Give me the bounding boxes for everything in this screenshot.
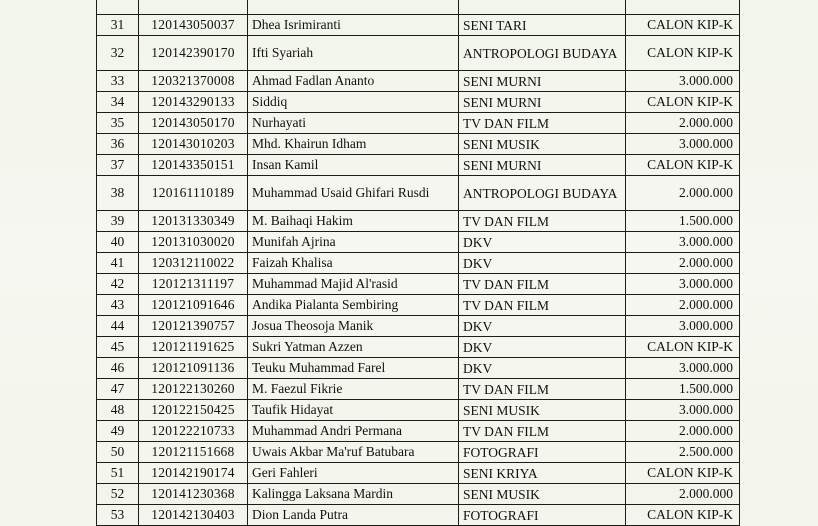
table-row [97, 295, 740, 316]
row-name: Muhammad Andri Permana [248, 421, 459, 442]
row-number: 37 [97, 155, 139, 176]
row-amount: CALON KIP-K [626, 505, 740, 526]
row-number: 43 [97, 295, 139, 316]
row-amount: 3.000.000 [626, 358, 740, 379]
row-program: SENI MUSIK [459, 134, 626, 155]
row-program: FOTOGRAFI [459, 442, 626, 463]
row-name: Uwais Akbar Ma'ruf Batubara [248, 442, 459, 463]
row-name: M. Baihaqi Hakim [248, 211, 459, 232]
row-name: Mhd. Khairun Idham [248, 134, 459, 155]
row-number: 51 [97, 463, 139, 484]
row-number: 32 [97, 36, 139, 71]
table-row [97, 400, 740, 421]
row-name: Teuku Muhammad Farel [248, 358, 459, 379]
row-amount: 2.000.000 [626, 421, 740, 442]
row-number: 46 [97, 358, 139, 379]
row-program: SENI MUSIK [459, 484, 626, 505]
table-row [97, 274, 740, 295]
row-amount: 3.000.000 [626, 400, 740, 421]
row-program: DKV [459, 358, 626, 379]
row-number: 49 [97, 421, 139, 442]
row-nim: 120143050170 [139, 113, 248, 134]
row-nim: 120142190174 [139, 463, 248, 484]
row-number: 52 [97, 484, 139, 505]
table-row [97, 211, 740, 232]
row-program: DKV [459, 337, 626, 358]
row-name: Ahmad Fadlan Ananto [248, 71, 459, 92]
row-name: M. Faezul Fikrie [248, 379, 459, 400]
row-nim: 120121390757 [139, 316, 248, 337]
row-name: Muhammad Usaid Ghifari Rusdi [248, 176, 459, 211]
table-row [97, 463, 740, 484]
row-amount: 1.500.000 [626, 379, 740, 400]
row-nim: 120121091136 [139, 358, 248, 379]
row-program: TV DAN FILM [459, 295, 626, 316]
row-program: TV DAN FILM [459, 211, 626, 232]
table-row [97, 113, 740, 134]
row-number: 44 [97, 316, 139, 337]
row-number: 36 [97, 134, 139, 155]
row-name [248, 0, 459, 15]
row-name: Taufik Hidayat [248, 400, 459, 421]
row-program: TV DAN FILM [459, 421, 626, 442]
row-amount: 2.000.000 [626, 113, 740, 134]
row-name: Insan Kamil [248, 155, 459, 176]
row-nim: 120131330349 [139, 211, 248, 232]
row-name: Munifah Ajrina [248, 232, 459, 253]
row-nim: 120121091646 [139, 295, 248, 316]
row-program: SENI MURNI [459, 155, 626, 176]
row-program: TV DAN FILM [459, 113, 626, 134]
row-name: Kalingga Laksana Mardin [248, 484, 459, 505]
table-row [97, 0, 740, 15]
row-nim: 120131030020 [139, 232, 248, 253]
row-name: Faizah Khalisa [248, 253, 459, 274]
table-row [97, 337, 740, 358]
scholarship-table [96, 0, 740, 526]
row-nim: 120312110022 [139, 253, 248, 274]
row-nim: 120121191625 [139, 337, 248, 358]
row-nim [139, 0, 248, 15]
row-amount: 2.000.000 [626, 295, 740, 316]
row-name: Ifti Syariah [248, 36, 459, 71]
row-program [459, 0, 626, 15]
row-amount: 2.000.000 [626, 253, 740, 274]
row-amount: CALON KIP-K [626, 463, 740, 484]
row-nim: 120143010203 [139, 134, 248, 155]
row-nim: 120122210733 [139, 421, 248, 442]
row-amount: 3.000.000 [626, 71, 740, 92]
row-amount: 3.000.000 [626, 316, 740, 337]
row-name: Nurhayati [248, 113, 459, 134]
row-number: 34 [97, 92, 139, 113]
row-number: 35 [97, 113, 139, 134]
row-program: ANTROPOLOGI BUDAYA [459, 176, 626, 211]
row-amount: CALON KIP-K [626, 15, 740, 36]
row-name: Josua Theosoja Manik [248, 316, 459, 337]
row-number: 47 [97, 379, 139, 400]
row-name: Muhammad Majid Al'rasid [248, 274, 459, 295]
row-amount: 3.000.000 [626, 134, 740, 155]
row-program: ANTROPOLOGI BUDAYA [459, 36, 626, 71]
table-row [97, 253, 740, 274]
table-row [97, 71, 740, 92]
row-number: 42 [97, 274, 139, 295]
row-name: Siddiq [248, 92, 459, 113]
row-amount: 2.000.000 [626, 484, 740, 505]
row-program: DKV [459, 253, 626, 274]
row-nim: 120141230368 [139, 484, 248, 505]
row-program: SENI TARI [459, 15, 626, 36]
table-row [97, 155, 740, 176]
table-row [97, 15, 740, 36]
row-program: SENI MUSIK [459, 400, 626, 421]
row-nim: 120142390170 [139, 36, 248, 71]
row-amount: 1.500.000 [626, 211, 740, 232]
table-row [97, 421, 740, 442]
row-program: DKV [459, 316, 626, 337]
row-number: 50 [97, 442, 139, 463]
row-amount: 2.500.000 [626, 442, 740, 463]
row-number: 33 [97, 71, 139, 92]
row-name: Sukri Yatman Azzen [248, 337, 459, 358]
row-name: Dhea Isrimiranti [248, 15, 459, 36]
table-row [97, 358, 740, 379]
row-nim: 120161110189 [139, 176, 248, 211]
table-row [97, 232, 740, 253]
row-program: FOTOGRAFI [459, 505, 626, 526]
row-number [97, 0, 139, 15]
row-program: SENI KRIYA [459, 463, 626, 484]
table-body [97, 0, 740, 526]
row-amount: 2.000.000 [626, 176, 740, 211]
table-row [97, 442, 740, 463]
row-amount: CALON KIP-K [626, 92, 740, 113]
row-amount: CALON KIP-K [626, 155, 740, 176]
row-nim: 120121151668 [139, 442, 248, 463]
row-number: 40 [97, 232, 139, 253]
table-row [97, 316, 740, 337]
row-program: SENI MURNI [459, 92, 626, 113]
row-amount [626, 0, 740, 15]
row-number: 41 [97, 253, 139, 274]
row-name: Dion Landa Putra [248, 505, 459, 526]
row-program: TV DAN FILM [459, 379, 626, 400]
row-nim: 120143350151 [139, 155, 248, 176]
row-number: 53 [97, 505, 139, 526]
row-number: 48 [97, 400, 139, 421]
row-amount: 3.000.000 [626, 232, 740, 253]
row-number: 45 [97, 337, 139, 358]
row-amount: CALON KIP-K [626, 36, 740, 71]
row-number: 38 [97, 176, 139, 211]
row-nim: 120122150425 [139, 400, 248, 421]
table-row [97, 92, 740, 113]
row-name: Andika Pialanta Sembiring [248, 295, 459, 316]
row-nim: 120142130403 [139, 505, 248, 526]
row-number: 39 [97, 211, 139, 232]
table-row [97, 134, 740, 155]
row-nim: 120122130260 [139, 379, 248, 400]
table-row [97, 484, 740, 505]
table-row [97, 379, 740, 400]
row-amount: CALON KIP-K [626, 337, 740, 358]
row-name: Geri Fahleri [248, 463, 459, 484]
row-nim: 120143290133 [139, 92, 248, 113]
table-row [97, 36, 740, 71]
row-number: 31 [97, 15, 139, 36]
table-row [97, 176, 740, 211]
table-row [97, 505, 740, 526]
row-program: SENI MURNI [459, 71, 626, 92]
row-nim: 120121311197 [139, 274, 248, 295]
row-amount: 3.000.000 [626, 274, 740, 295]
row-program: TV DAN FILM [459, 274, 626, 295]
row-nim: 120143050037 [139, 15, 248, 36]
row-nim: 120321370008 [139, 71, 248, 92]
row-program: DKV [459, 232, 626, 253]
